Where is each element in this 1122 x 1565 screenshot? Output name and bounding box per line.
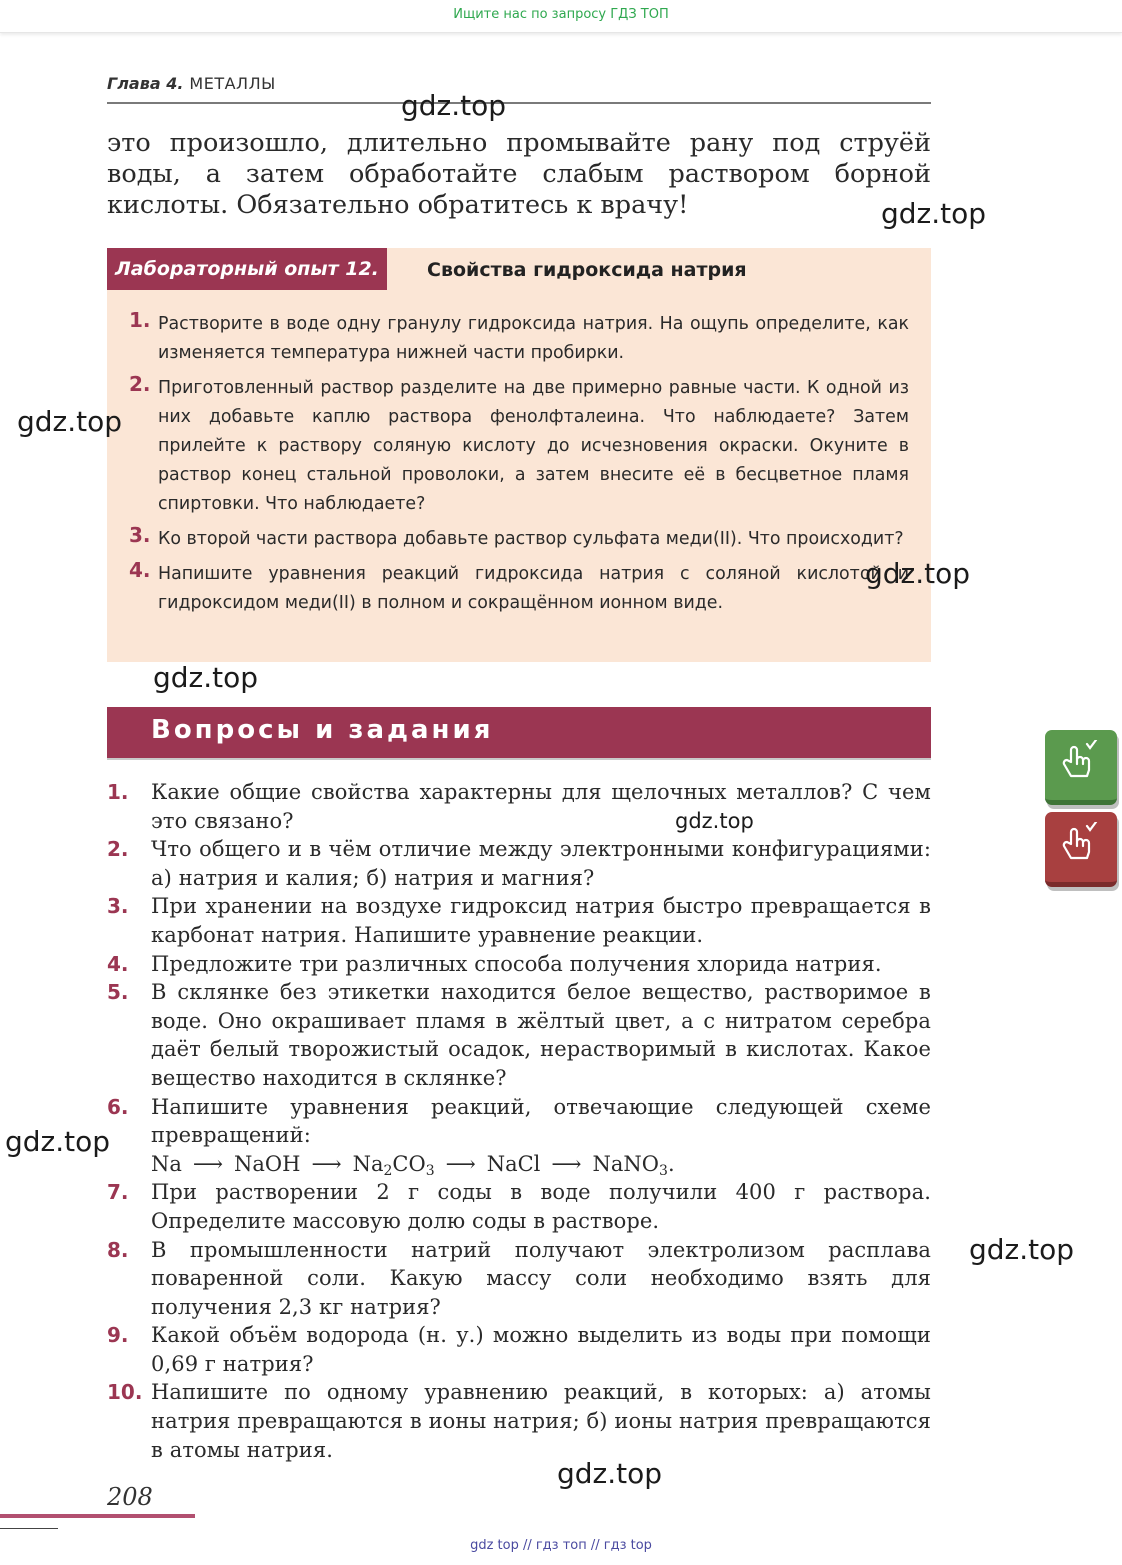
watermark: gdz.top: [5, 1125, 111, 1158]
question-text: В склянке без этикетки находится белое вещество, растворимое в воде. Оно окрашивает пламя в жёлтый цвет, а с нитратом серебра даёт белый творожистый осадок, нерастворимый в кислотах. Какое вещество находится в склянке?: [151, 980, 931, 1090]
question-text: Что общего и в чём отличие между электронными конфигурациями: а) натрия и калия; б) натрия и магния?: [151, 837, 931, 890]
lab-step-number: 3.: [129, 523, 151, 547]
question-item: [107, 950, 931, 979]
lab-title: Свойства гидроксида натрия: [427, 259, 747, 281]
watermark: gdz.top: [153, 661, 259, 694]
page-footer-line: [0, 1528, 58, 1529]
question-number: 1.: [107, 780, 129, 804]
intro-paragraph: это произошло, длительно промывайте рану под струёй воды, а затем обработайте слабым раствором борной кислоты. Обязательно обратитесь к врачу!: [107, 128, 931, 220]
question-item: [107, 1378, 931, 1464]
arrow-icon: ⟶: [311, 1151, 342, 1176]
watermark: gdz.top: [881, 197, 987, 230]
question-text: При растворении 2 г соды в воде получили 400 г раствора. Определите массовую долю соды в растворе.: [151, 1180, 931, 1233]
chapter-label: Глава 4.: [107, 74, 184, 93]
question-text: Какие общие свойства характерны для щелочных металлов? С чем это связано?: [151, 780, 931, 833]
watermark: gdz.top: [969, 1233, 1075, 1266]
question-number: 3.: [107, 894, 129, 919]
question-number: 9.: [107, 1323, 129, 1348]
lab-experiment-box: [107, 248, 931, 662]
lab-tag: Лабораторный опыт 12.: [107, 248, 387, 290]
top-search-banner: Ищите нас по запросу ГДЗ ТОП: [0, 0, 1122, 33]
question-item: [107, 1093, 931, 1179]
lab-step-number: 1.: [129, 308, 151, 332]
arrow-icon: ⟶: [192, 1151, 224, 1176]
lab-step: [107, 374, 931, 519]
question-item: [107, 978, 931, 1092]
lab-step: [107, 560, 931, 618]
lab-step-text: Напишите уравнения реакций гидроксида натрия с соляной кислотой и гидроксидом меди(II) в полном и сокращённом ионном виде.: [158, 564, 909, 613]
question-text: Напишите уравнения реакций, отвечающие следующей схеме превращений:: [151, 1094, 931, 1148]
arrow-icon: ⟶: [551, 1151, 582, 1176]
page-number: 208: [107, 1483, 153, 1511]
question-text: В промышленности натрий получают электролизом расплава поваренной соли. Какую массу соли необходимо взять для получения 2,3 кг натрия?: [151, 1237, 931, 1319]
arrow-icon: ⟶: [445, 1151, 476, 1176]
question-item: [107, 1178, 931, 1235]
lab-step: [107, 525, 931, 554]
chapter-header: [107, 74, 931, 104]
question-text: Напишите по одному уравнению реакций, в которых: а) атомы натрия превращаются в ионы натрия; б) ионы натрия превращаются в атомы натрия.: [151, 1380, 931, 1462]
question-text: Предложите три различных способа получения хлорида натрия.: [151, 951, 882, 976]
question-number: 7.: [107, 1180, 129, 1205]
lab-step-number: 4.: [129, 558, 151, 582]
check-button-green[interactable]: [1045, 730, 1117, 805]
lab-step-text: Растворите в воде одну гранулу гидроксида натрия. На ощупь определите, как изменяется температура нижней части пробирки.: [158, 314, 909, 363]
watermark: gdz.top: [17, 405, 123, 438]
questions-list: [107, 778, 931, 1464]
question-item: [107, 892, 931, 949]
lab-step-number: 2.: [129, 372, 151, 396]
watermark: gdz.top: [865, 557, 971, 590]
question-item: [107, 778, 931, 835]
question-text: Какой объём водорода (н. у.) можно выделить из воды при помощи 0,69 г натрия?: [151, 1323, 931, 1376]
chapter-title: МЕТАЛЛЫ: [189, 74, 276, 93]
lab-steps: [107, 310, 931, 624]
lab-step-text: Ко второй части раствора добавьте раствор сульфата меди(II). Что происходит?: [158, 529, 904, 549]
reaction-scheme: Na ⟶ NaOH ⟶ $Na_2CO_3$ ⟶ NaCl ⟶ NaNO$_3$.: [151, 1151, 675, 1179]
question-number: 4.: [107, 951, 129, 976]
lab-step: [107, 310, 931, 368]
hand-check-icon: [1061, 822, 1101, 868]
watermark: gdz.top: [557, 1457, 663, 1490]
question-item: [107, 835, 931, 892]
check-button-red[interactable]: [1045, 812, 1117, 887]
page-footer-rule: [0, 1514, 195, 1518]
lab-header: [107, 248, 931, 290]
question-item: [107, 1236, 931, 1322]
question-text: При хранении на воздухе гидроксид натрия быстро превращается в карбонат натрия. Напишите уравнение реакции.: [151, 894, 931, 947]
question-item: [107, 1321, 931, 1378]
question-number: 8.: [107, 1237, 129, 1262]
lab-step-text: Приготовленный раствор разделите на две примерно равные части. К одной из них добавьте каплю раствора фенолфталеина. Что наблюдаете? Затем прилейте к раствору соляную кислоту до исчезновения окраски. Окуните в раствор конец стальной проволоки, а затем внесите её в бесцветное пламя спиртовки. Что наблюдаете?: [158, 378, 909, 514]
watermark: gdz.top: [675, 809, 754, 833]
hand-check-icon: [1061, 740, 1101, 786]
questions-header-title: Вопросы и задания: [151, 715, 494, 745]
question-number: 6.: [107, 1094, 129, 1119]
question-number: 5.: [107, 980, 129, 1005]
footer-links[interactable]: gdz top // гдз топ // гдз top: [470, 1538, 652, 1553]
questions-header: [107, 707, 931, 760]
question-number: 2.: [107, 837, 129, 862]
watermark: gdz.top: [401, 89, 507, 122]
question-number: 10.: [107, 1380, 143, 1405]
